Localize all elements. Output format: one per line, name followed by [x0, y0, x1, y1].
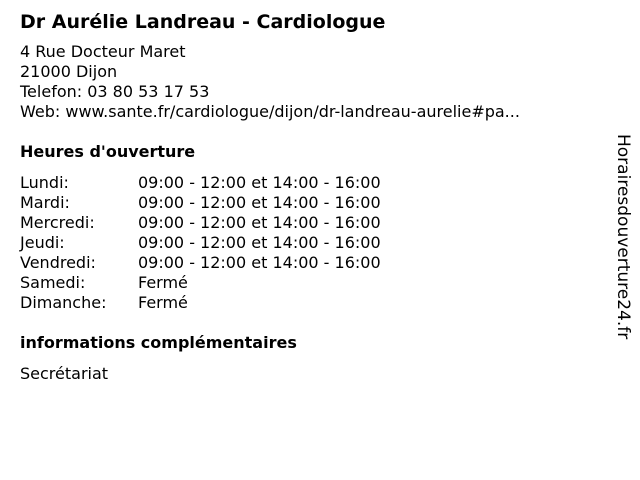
day-label: Lundi: — [20, 173, 69, 192]
site-brand-watermark: Horairesdouverture24.fr — [613, 134, 633, 340]
day-label: Mardi: — [20, 193, 70, 212]
hours-row-thursday — [20, 233, 600, 253]
day-label: Mercredi: — [20, 213, 95, 232]
business-card — [20, 9, 600, 384]
phone-number: Telefon: 03 80 53 17 53 — [20, 82, 210, 101]
hours-table — [20, 173, 600, 313]
day-label: Dimanche: — [20, 293, 107, 312]
day-label: Samedi: — [20, 273, 86, 292]
day-hours: 09:00 - 12:00 et 14:00 - 16:00 — [138, 213, 381, 232]
info-heading: informations complémentaires — [20, 333, 297, 352]
hours-row-monday — [20, 173, 600, 193]
hours-row-sunday — [20, 293, 600, 313]
hours-row-wednesday — [20, 213, 600, 233]
day-hours: 09:00 - 12:00 et 14:00 - 16:00 — [138, 193, 381, 212]
day-hours: 09:00 - 12:00 et 14:00 - 16:00 — [138, 173, 381, 192]
day-hours: Fermé — [138, 293, 188, 312]
day-label: Jeudi: — [20, 233, 65, 252]
address-city: 21000 Dijon — [20, 62, 118, 81]
hours-row-saturday — [20, 273, 600, 293]
day-hours: 09:00 - 12:00 et 14:00 - 16:00 — [138, 253, 381, 272]
info-text: Secrétariat — [20, 364, 109, 383]
day-hours: 09:00 - 12:00 et 14:00 - 16:00 — [138, 233, 381, 252]
address-street: 4 Rue Docteur Maret — [20, 42, 186, 61]
website-link[interactable] — [20, 102, 600, 122]
day-hours: Fermé — [138, 273, 188, 292]
page-title: Dr Aurélie Landreau - Cardiologue — [20, 11, 386, 33]
website-url[interactable]: Web: www.sante.fr/cardiologue/dijon/dr-landreau-aurelie#pa... — [20, 102, 520, 121]
day-label: Vendredi: — [20, 253, 96, 272]
hours-row-friday — [20, 253, 600, 273]
hours-heading: Heures d'ouverture — [20, 142, 196, 161]
hours-row-tuesday — [20, 193, 600, 213]
